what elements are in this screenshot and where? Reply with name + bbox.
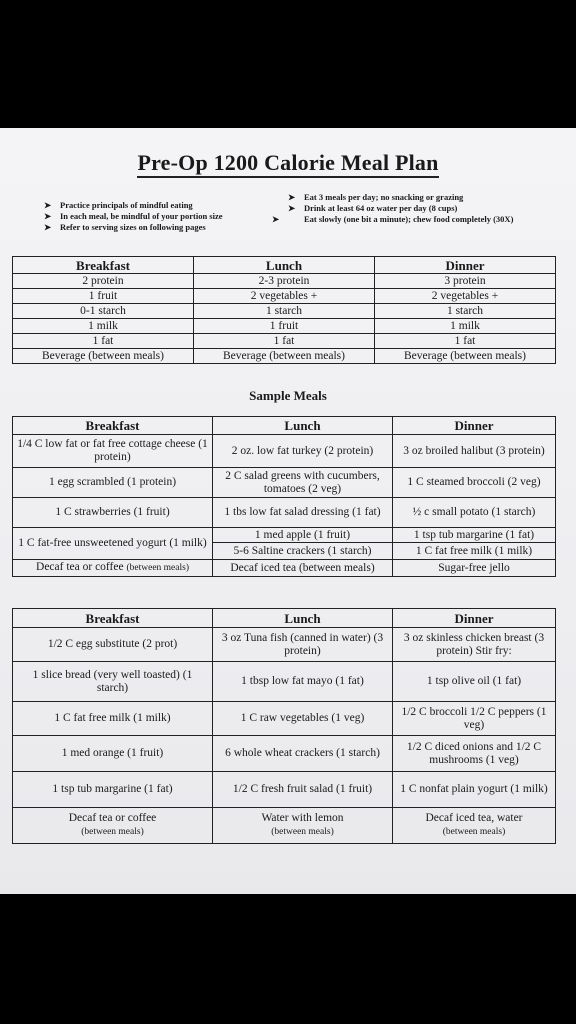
table-row	[13, 289, 556, 304]
cell: 6 whole wheat crackers (1 starch)	[213, 736, 393, 772]
col-lunch: Lunch	[213, 609, 393, 628]
col-dinner: Dinner	[375, 257, 556, 274]
cell: 3 protein	[375, 274, 556, 289]
cell: 2 protein	[13, 274, 194, 289]
col-breakfast: Breakfast	[13, 417, 213, 435]
cell: 2 vegetables +	[375, 289, 556, 304]
table-row	[13, 274, 556, 289]
cell: Decaf tea or coffee (between meals)	[13, 560, 213, 577]
cell: 5-6 Saltine crackers (1 starch)	[213, 543, 393, 560]
meal-plan-table	[12, 256, 556, 364]
cell: 2-3 protein	[194, 274, 375, 289]
cell: 1 milk	[375, 319, 556, 334]
arrow-icon: ➤	[288, 192, 296, 202]
cell: 1 fat	[194, 334, 375, 349]
cell: 3 oz broiled halibut (3 protein)	[393, 435, 556, 468]
col-lunch: Lunch	[194, 257, 375, 274]
bullets-right	[272, 192, 518, 225]
cell: 2 vegetables +	[194, 289, 375, 304]
cell: 1 fruit	[194, 319, 375, 334]
cell: 1 C strawberries (1 fruit)	[13, 498, 213, 528]
cell: 1 slice bread (very well toasted) (1 starch)	[13, 662, 213, 702]
cell: 1 med orange (1 fruit)	[13, 736, 213, 772]
cell: 1 starch	[194, 304, 375, 319]
page-title: Pre-Op 1200 Calorie Meal Plan	[0, 150, 576, 176]
cell: 1 C fat-free unsweetened yogurt (1 milk)	[13, 528, 213, 560]
cell: Decaf tea or coffee (between meals)	[13, 808, 213, 844]
col-dinner: Dinner	[393, 417, 556, 435]
paper-sheet	[0, 128, 576, 894]
cell: 1 tsp tub margarine (1 fat)	[393, 528, 556, 543]
cell: 1 tbsp low fat mayo (1 fat)	[213, 662, 393, 702]
bullet-item: ➤ Eat 3 meals per day; no snacking or grazing	[288, 192, 464, 202]
cell: 1/2 C broccoli 1/2 C peppers (1 veg)	[393, 702, 556, 736]
cell: 3 oz Tuna fish (canned in water) (3 protein)	[213, 628, 393, 662]
sample-meals-heading: Sample Meals	[249, 388, 327, 403]
sample-table-1	[12, 416, 556, 577]
cell: 1 fat	[13, 334, 194, 349]
bullet-item: ➤ Practice principals of mindful eating	[44, 200, 193, 210]
col-breakfast: Breakfast	[13, 609, 213, 628]
cell: 1 C fat free milk (1 milk)	[393, 543, 556, 560]
bullet-item: ➤ Refer to serving sizes on following pages	[44, 222, 206, 232]
table-row	[13, 349, 556, 364]
cell: ½ c small potato (1 starch)	[393, 498, 556, 528]
cell: 1 tsp olive oil (1 fat)	[393, 662, 556, 702]
cell: 1 milk	[13, 319, 194, 334]
arrow-icon: ➤	[272, 214, 280, 224]
cell: 2 oz. low fat turkey (2 protein)	[213, 435, 393, 468]
cell: Decaf iced tea, water (between meals)	[393, 808, 556, 844]
cell: 1 starch	[375, 304, 556, 319]
col-breakfast: Breakfast	[13, 257, 194, 274]
cell: 1 egg scrambled (1 protein)	[13, 468, 213, 498]
sample-table-2	[12, 608, 556, 844]
cell: Sugar-free jello	[393, 560, 556, 577]
cell: 1/2 C fresh fruit salad (1 fruit)	[213, 772, 393, 808]
bullet-item: ➤ Eat slowly (one bit a minute); chew food completely (30X)	[272, 214, 514, 224]
cell: 1 tbs low fat salad dressing (1 fat)	[213, 498, 393, 528]
cell: 1/4 C low fat or fat free cottage cheese (1 protein)	[13, 435, 213, 468]
cell: 1/2 C egg substitute (2 prot)	[13, 628, 213, 662]
arrow-icon: ➤	[44, 200, 52, 210]
cell: 2 C salad greens with cucumbers, tomatoes (2 veg)	[213, 468, 393, 498]
table-row	[13, 304, 556, 319]
cell: 3 oz skinless chicken breast (3 protein) Stir fry:	[393, 628, 556, 662]
cell: 1 C raw vegetables (1 veg)	[213, 702, 393, 736]
table-row	[13, 319, 556, 334]
cell: 1 tsp tub margarine (1 fat)	[13, 772, 213, 808]
cell: Beverage (between meals)	[13, 349, 194, 364]
cell: 0-1 starch	[13, 304, 194, 319]
cell: 1 fat	[375, 334, 556, 349]
cell: 1 C nonfat plain yogurt (1 milk)	[393, 772, 556, 808]
cell: Beverage (between meals)	[375, 349, 556, 364]
arrow-icon: ➤	[44, 222, 52, 232]
bullet-item: ➤ Drink at least 64 oz water per day (8 cups)	[288, 203, 458, 213]
cell: 1 med apple (1 fruit)	[213, 528, 393, 543]
bullet-item: ➤ In each meal, be mindful of your portion size	[44, 211, 223, 221]
cell: 1 C steamed broccoli (2 veg)	[393, 468, 556, 498]
arrow-icon: ➤	[288, 203, 296, 213]
cell: Decaf iced tea (between meals)	[213, 560, 393, 577]
table-row	[13, 334, 556, 349]
cell: 1/2 C diced onions and 1/2 C mushrooms (1 veg)	[393, 736, 556, 772]
arrow-icon: ➤	[44, 211, 52, 221]
col-dinner: Dinner	[393, 609, 556, 628]
cell: Water with lemon (between meals)	[213, 808, 393, 844]
cell: 1 C fat free milk (1 milk)	[13, 702, 213, 736]
cell: 1 fruit	[13, 289, 194, 304]
bullets-left	[44, 200, 223, 233]
col-lunch: Lunch	[213, 417, 393, 435]
cell: Beverage (between meals)	[194, 349, 375, 364]
